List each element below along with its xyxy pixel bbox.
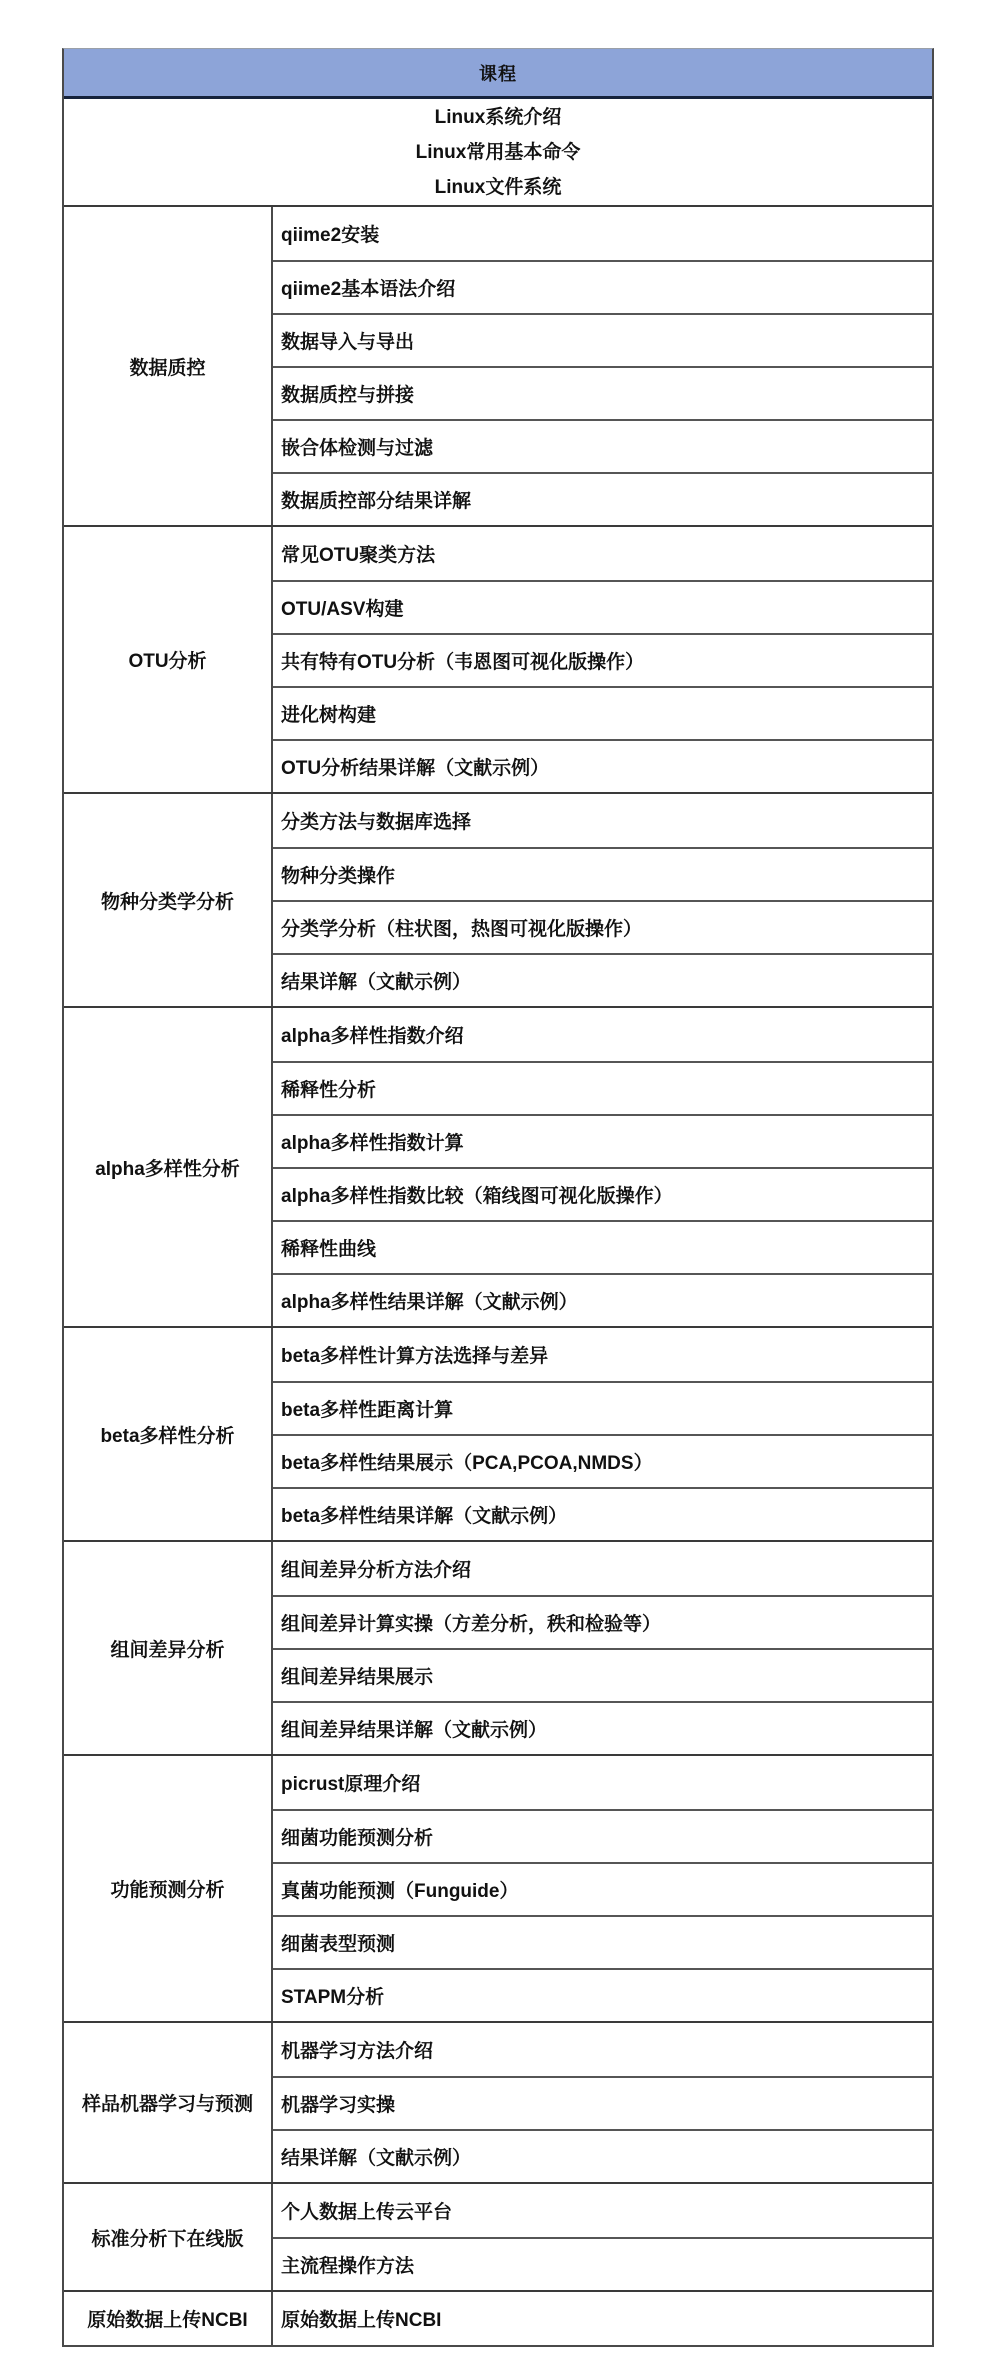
course-item-row: 进化树构建 [273, 686, 932, 739]
course-item-row: alpha多样性结果详解（文献示例） [273, 1273, 932, 1326]
course-item-row: 共有特有OTU分析（韦恩图可视化版操作） [273, 633, 932, 686]
section-items [273, 2184, 932, 2290]
sections-container [64, 207, 932, 2345]
course-item-row: 机器学习实操 [273, 2076, 932, 2129]
course-item-row: 嵌合体检测与过滤 [273, 419, 932, 472]
section-items [273, 207, 932, 525]
course-item-row: 结果详解（文献示例） [273, 953, 932, 1006]
course-item-row: 数据导入与导出 [273, 313, 932, 366]
course-item-row: 常见OTU聚类方法 [281, 545, 436, 566]
course-item-row: 稀释性分析 [273, 1061, 932, 1114]
intro-line: Linux系统介绍 [434, 106, 562, 128]
course-item-row: 主流程操作方法 [273, 2237, 932, 2290]
course-section [64, 2184, 932, 2292]
course-section [64, 2023, 932, 2184]
course-item-row: picrust原理介绍 [281, 1774, 421, 1795]
course-item-row: alpha多样性指数比较（箱线图可视化版操作） [273, 1167, 932, 1220]
course-item-row: alpha多样性指数计算 [273, 1114, 932, 1167]
course-item-row: qiime2基本语法介绍 [273, 260, 932, 313]
course-item-row: 组间差异结果展示 [273, 1648, 932, 1701]
section-category-label: beta多样性分析 [64, 1328, 273, 1540]
course-item-row: 分类学分析（柱状图，热图可视化版操作） [273, 900, 932, 953]
course-item-row: 分类方法与数据库选择 [281, 812, 472, 833]
table-header-row [64, 49, 932, 99]
section-category-label: 标准分析下在线版 [64, 2184, 273, 2290]
course-item-row: 数据质控部分结果详解 [273, 472, 932, 525]
section-items [273, 1008, 932, 1326]
course-item-row: 数据质控与拼接 [273, 366, 932, 419]
course-section [64, 1756, 932, 2023]
intro-line: Linux常用基本命令 [415, 141, 581, 163]
section-category-label: 功能预测分析 [64, 1756, 273, 2021]
course-item-row: 机器学习方法介绍 [281, 2041, 434, 2062]
course-item-row: 个人数据上传云平台 [281, 2202, 453, 2223]
course-item-row: 细菌功能预测分析 [273, 1809, 932, 1862]
intro-line: Linux文件系统 [434, 176, 562, 198]
course-item-row: 稀释性曲线 [273, 1220, 932, 1273]
course-item-row: beta多样性计算方法选择与差异 [281, 1346, 549, 1367]
course-item-row: STAPM分析 [273, 1968, 932, 2021]
intro-section [64, 99, 932, 207]
section-category-label: 样品机器学习与预测 [64, 2023, 273, 2182]
course-section [64, 207, 932, 527]
course-item-row: 组间差异计算实操（方差分析，秩和检验等） [273, 1595, 932, 1648]
course-section [64, 1008, 932, 1328]
course-item-row: 真菌功能预测（Funguide） [273, 1862, 932, 1915]
course-item-row: OTU分析结果详解（文献示例） [273, 739, 932, 792]
course-section [64, 527, 932, 794]
course-item-row: 物种分类操作 [273, 847, 932, 900]
course-section [64, 1328, 932, 1542]
course-section [64, 1542, 932, 1756]
course-item-row: OTU/ASV构建 [273, 580, 932, 633]
section-items [273, 527, 932, 792]
section-category-label: OTU分析 [64, 527, 273, 792]
course-item-row: beta多样性结果详解（文献示例） [273, 1487, 932, 1540]
section-category-label: alpha多样性分析 [64, 1008, 273, 1326]
section-items [273, 2292, 932, 2345]
course-item-row: 细菌表型预测 [273, 1915, 932, 1968]
section-category-label: 原始数据上传NCBI [64, 2292, 273, 2345]
section-items [273, 2023, 932, 2182]
course-item-row: beta多样性距离计算 [273, 1381, 932, 1434]
course-item-row: 组间差异结果详解（文献示例） [273, 1701, 932, 1754]
course-item-row: beta多样性结果展示（PCA,PCOA,NMDS） [273, 1434, 932, 1487]
course-item-row: qiime2安装 [281, 225, 380, 246]
course-section [64, 2292, 932, 2345]
section-items [273, 1756, 932, 2021]
course-item-row: 原始数据上传NCBI [281, 2310, 442, 2331]
section-category-label: 数据质控 [64, 207, 273, 525]
section-items [273, 1542, 932, 1754]
section-category-label: 组间差异分析 [64, 1542, 273, 1754]
course-section [64, 794, 932, 1008]
section-items [273, 1328, 932, 1540]
course-item-row: alpha多样性指数介绍 [281, 1026, 464, 1047]
course-item-row: 组间差异分析方法介绍 [281, 1560, 472, 1581]
table-header-title: 课程 [479, 63, 517, 84]
section-items [273, 794, 932, 1006]
section-category-label: 物种分类学分析 [64, 794, 273, 1006]
course-item-row: 结果详解（文献示例） [273, 2129, 932, 2182]
course-table [62, 48, 934, 2347]
